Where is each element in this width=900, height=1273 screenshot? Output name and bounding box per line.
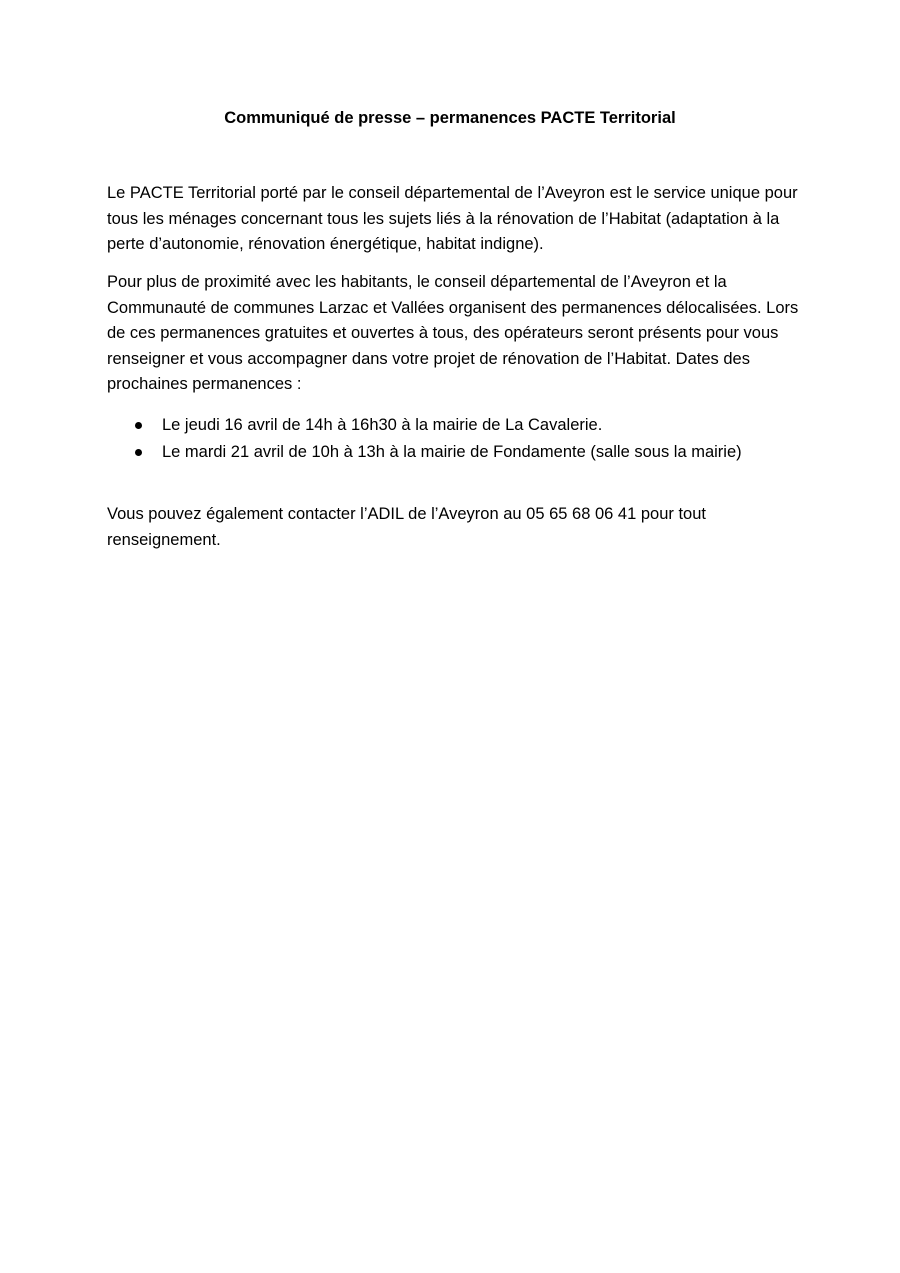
paragraph-permanences: Pour plus de proximité avec les habitants, le conseil départemental de l’Aveyron et la Communauté de communes Larzac et Vallées organisent des permanences délocalisées. Lors de ces permanences gratuites et ouvertes à tous, des opérateurs seront présents pour vous renseigner et vous accompagner dans votre projet de rénovation de l’Habitat. Dates des prochaines permanences : <box>107 273 799 394</box>
paragraph-contact: Vous pouvez également contacter l’ADIL de l’Aveyron au 05 65 68 06 41 pour tout renseignement. <box>107 505 706 549</box>
paragraph-intro: Le PACTE Territorial porté par le conseil départemental de l’Aveyron est le service unique pour tous les ménages concernant tous les sujets liés à la rénovation de l’Habitat (adaptation à la perte d’autonomie, rénovation énergétique, habitat indigne). <box>107 184 798 254</box>
list-item-text: Le mardi 21 avril de 10h à 13h à la mairie de Fondamente (salle sous la mairie) <box>162 443 742 461</box>
bullet-icon <box>135 449 142 456</box>
bullet-icon <box>135 422 142 429</box>
dates-list <box>107 412 807 466</box>
list-item <box>107 439 807 466</box>
list-item <box>107 412 807 439</box>
list-item-text: Le jeudi 16 avril de 14h à 16h30 à la mairie de La Cavalerie. <box>162 416 603 434</box>
page-title: Communiqué de presse – permanences PACTE Territorial <box>224 109 676 127</box>
